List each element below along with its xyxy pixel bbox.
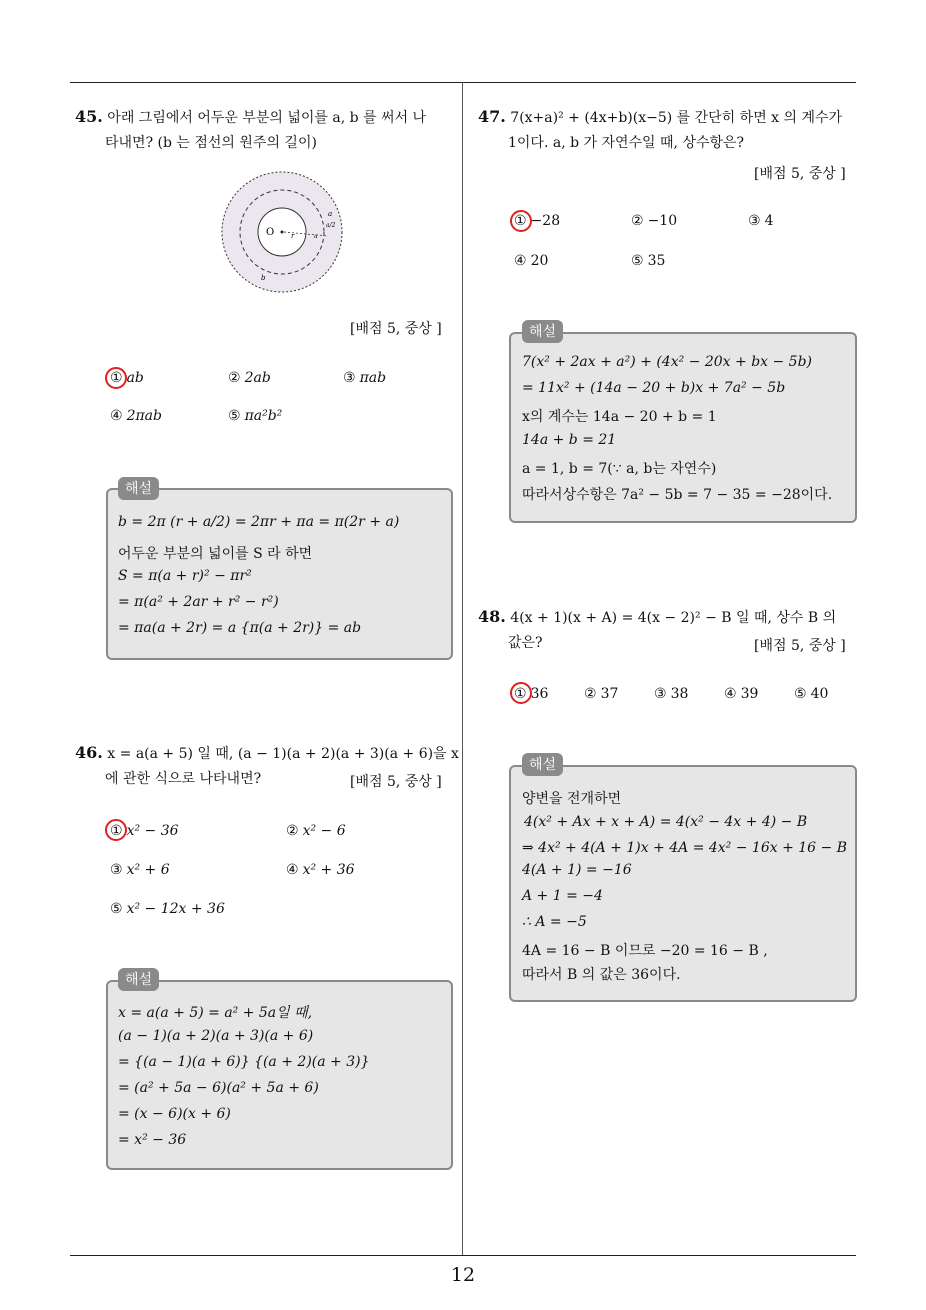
solution-label: 해설 bbox=[522, 753, 563, 776]
solution-line: 4A = 16 − B 이므로 −20 = 16 − B , bbox=[522, 943, 768, 959]
question-text-line-1: 4(x + 1)(x + A) = 4(x − 2)² − B 일 때, 상수 B 의 bbox=[510, 610, 837, 626]
solution-label: 해설 bbox=[118, 968, 159, 991]
question-text-line-2: 값은? bbox=[508, 635, 543, 651]
solution-line: = πa(a + 2r) = a {π(a + 2r)} = ab bbox=[118, 620, 362, 636]
solution-line: 양변을 전개하면 bbox=[522, 791, 622, 807]
option-3[interactable]: ③ x² + 6 bbox=[110, 862, 170, 878]
option-5[interactable]: ⑤ 40 bbox=[794, 686, 829, 702]
option-2[interactable]: ② 2ab bbox=[228, 370, 271, 386]
page-number: 12 bbox=[450, 1264, 476, 1286]
option-2[interactable]: ② 37 bbox=[584, 686, 619, 702]
question-number: 47. bbox=[478, 107, 506, 126]
solution-line: a = 1, b = 7(∵ a, b는 자연수) bbox=[522, 461, 717, 477]
figure-label-a: a bbox=[328, 210, 333, 218]
option-1[interactable]: ① x² − 36 bbox=[110, 823, 179, 839]
solution-line: A + 1 = −4 bbox=[522, 888, 603, 904]
option-5[interactable]: ⑤ 35 bbox=[631, 253, 666, 269]
score-label: [배점 5, 중상 ] bbox=[754, 166, 846, 182]
solution-line: = {(a − 1)(a + 6)} {(a + 2)(a + 3)} bbox=[118, 1054, 370, 1070]
solution-line: S = π(a + r)² − πr² bbox=[118, 568, 252, 584]
option-4[interactable]: ④ 20 bbox=[514, 253, 549, 269]
solution-line: 4(A + 1) = −16 bbox=[522, 862, 632, 878]
question-text-line-2: 타내면? (b 는 점선의 원주의 길이) bbox=[105, 135, 317, 151]
score-label: [배점 5, 중상 ] bbox=[754, 638, 846, 654]
figure-label-a-half: a/2 bbox=[326, 222, 336, 229]
solution-line: 14a + b = 21 bbox=[522, 432, 617, 448]
solution-line: ⇒ 4x² + 4(A + 1)x + 4A = 4x² − 16x + 16 − B bbox=[522, 840, 848, 856]
figure-label-b-right: a bbox=[314, 233, 318, 240]
question-number: 46. bbox=[75, 743, 103, 762]
option-1[interactable]: ① −28 bbox=[514, 213, 561, 229]
solution-line: = π(a² + 2ar + r² − r²) bbox=[118, 594, 279, 610]
question-text-line-1: 아래 그림에서 어두운 부분의 넓이를 a, b 를 써서 나 bbox=[107, 110, 427, 126]
option-3[interactable]: ③ 38 bbox=[654, 686, 689, 702]
solution-line: (a − 1)(a + 2)(a + 3)(a + 6) bbox=[118, 1028, 314, 1044]
option-3[interactable]: ③ πab bbox=[343, 370, 387, 386]
solution-line: x의 계수는 14a − 20 + b = 1 bbox=[522, 409, 717, 425]
solution-line: 따라서 B 의 값은 36이다. bbox=[522, 967, 681, 983]
solution-line: 따라서상수항은 7a² − 5b = 7 − 35 = −28이다. bbox=[522, 487, 833, 503]
bottom-rule bbox=[70, 1255, 856, 1256]
top-rule bbox=[70, 82, 856, 83]
option-2[interactable]: ② −10 bbox=[631, 213, 678, 229]
option-5[interactable]: ⑤ πa²b² bbox=[228, 408, 283, 424]
option-3[interactable]: ③ 4 bbox=[748, 213, 774, 229]
solution-line: = (x − 6)(x + 6) bbox=[118, 1106, 231, 1122]
option-4[interactable]: ④ 39 bbox=[724, 686, 759, 702]
concentric-circles-figure bbox=[218, 170, 346, 294]
solution-line: = x² − 36 bbox=[118, 1132, 187, 1148]
score-label: [배점 5, 중상 ] bbox=[350, 321, 442, 337]
question-number: 45. bbox=[75, 107, 103, 126]
question-text-line-2: 에 관한 식으로 나타내면? bbox=[105, 771, 262, 787]
figure-label-o: O bbox=[266, 227, 275, 238]
figure-label-b: b bbox=[261, 274, 266, 282]
question-text-line-1: x = a(a + 5) 일 때, (a − 1)(a + 2)(a + 3)(a + 6)을 x bbox=[107, 746, 459, 762]
solution-line: = (a² + 5a − 6)(a² + 5a + 6) bbox=[118, 1080, 319, 1096]
solution-line: x = a(a + 5) = a² + 5a일 때, bbox=[118, 1005, 313, 1021]
question-text-line-1: 7(x+a)² + (4x+b)(x−5) 를 간단히 하면 x 의 계수가 bbox=[510, 110, 843, 126]
option-5[interactable]: ⑤ x² − 12x + 36 bbox=[110, 901, 225, 917]
solution-line: = 11x² + (14a − 20 + b)x + 7a² − 5b bbox=[522, 380, 786, 396]
solution-line: b = 2π (r + a/2) = 2πr + πa = π(2r + a) bbox=[118, 514, 400, 530]
solution-line: 7(x² + 2ax + a²) + (4x² − 20x + bx − 5b) bbox=[522, 354, 813, 370]
solution-label: 해설 bbox=[522, 320, 563, 343]
column-divider bbox=[462, 82, 463, 1256]
option-4[interactable]: ④ 2πab bbox=[110, 408, 162, 424]
question-number: 48. bbox=[478, 607, 506, 626]
solution-line: 어두운 부분의 넓이를 S 라 하면 bbox=[118, 546, 313, 562]
solution-line: 4(x² + Ax + x + A) = 4(x² − 4x + 4) − B bbox=[524, 814, 808, 830]
solution-line: ∴ A = −5 bbox=[522, 914, 587, 930]
option-1[interactable]: ① ab bbox=[110, 370, 144, 386]
option-2[interactable]: ② x² − 6 bbox=[286, 823, 346, 839]
figure-label-r: r bbox=[291, 232, 295, 240]
question-text-line-2: 1이다. a, b 가 자연수일 때, 상수항은? bbox=[508, 135, 745, 151]
option-1[interactable]: ① 36 bbox=[514, 686, 549, 702]
score-label: [배점 5, 중상 ] bbox=[350, 774, 442, 790]
option-4[interactable]: ④ x² + 36 bbox=[286, 862, 355, 878]
solution-label: 해설 bbox=[118, 477, 159, 500]
